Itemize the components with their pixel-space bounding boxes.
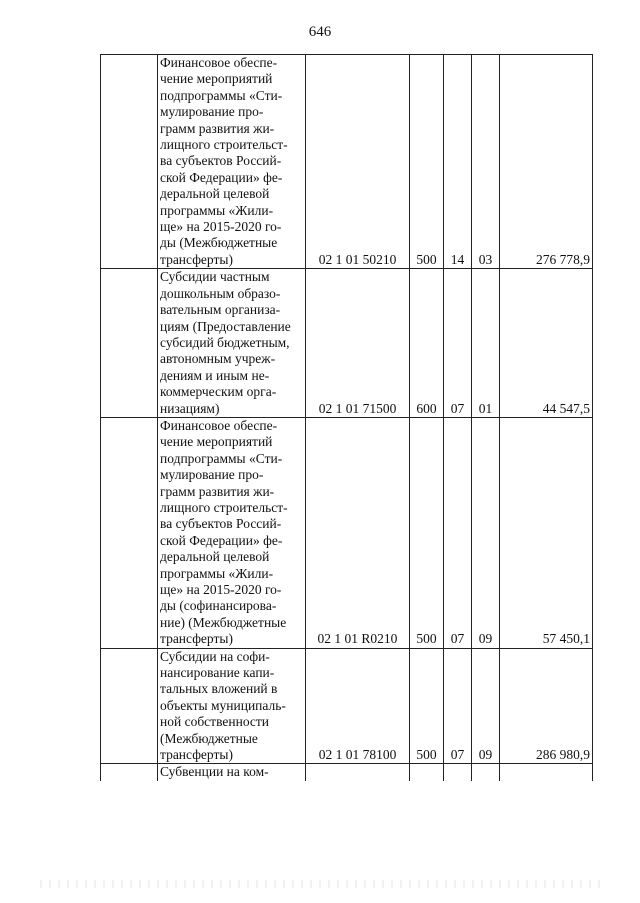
section-cell: 07 (444, 648, 472, 764)
empty-cell (101, 764, 158, 781)
empty-cell (101, 648, 158, 764)
scan-artifact (40, 880, 600, 888)
table-row (101, 417, 593, 648)
row-description: Субсидии частным дошкольным образо- вательным организа- циям (Предоставление субсидий бюджетным, автономным учреж- дениям и иным не- коммерческим орга- низациям) (158, 269, 306, 418)
row-description: Субвенции на ком- (158, 764, 306, 781)
amount-cell: 44 547,5 (500, 269, 593, 418)
empty-cell (101, 417, 158, 648)
target-code-cell: 02 1 01 78100 (306, 648, 410, 764)
subsection-cell: 01 (472, 269, 500, 418)
subsection-cell: 09 (472, 417, 500, 648)
budget-table (100, 54, 593, 781)
amount-cell (500, 764, 593, 781)
expense-type-cell: 500 (410, 55, 444, 269)
section-cell (444, 764, 472, 781)
subsection-cell: 09 (472, 648, 500, 764)
target-code-cell (306, 764, 410, 781)
empty-cell (101, 55, 158, 269)
target-code-cell: 02 1 01 71500 (306, 269, 410, 418)
row-description: Субсидии на софи- нансирование капи- тальных вложений в объекты муниципаль- ной собственности (Межбюджетные трансферты) (158, 648, 306, 764)
empty-cell (101, 269, 158, 418)
amount-cell: 57 450,1 (500, 417, 593, 648)
expense-type-cell: 600 (410, 269, 444, 418)
row-description: Финансовое обеспе- чение мероприятий подпрограммы «Сти- мулирование про- грамм развития жи- лищного строительст- ва субъектов Россий- ской Федерации» фе- деральной целевой программы «Жили- ще» на 2015-2020 го- ды (софинансирова- ние) (Межбюджетные трансферты) (158, 417, 306, 648)
subsection-cell: 03 (472, 55, 500, 269)
expense-type-cell (410, 764, 444, 781)
amount-cell: 286 980,9 (500, 648, 593, 764)
amount-cell: 276 778,9 (500, 55, 593, 269)
target-code-cell: 02 1 01 R0210 (306, 417, 410, 648)
subsection-cell (472, 764, 500, 781)
page-number: 646 (308, 24, 332, 40)
section-cell: 07 (444, 417, 472, 648)
expense-type-cell: 500 (410, 417, 444, 648)
table-row (101, 648, 593, 764)
section-cell: 14 (444, 55, 472, 269)
row-description: Финансовое обеспе- чение мероприятий подпрограммы «Сти- мулирование про- грамм развития жи- лищного строительст- ва субъектов Россий- ской Федерации» фе- деральной целевой программы «Жили- ще» на 2015-2020 го- ды (Межбюджетные трансферты) (158, 55, 306, 269)
table-row (101, 269, 593, 418)
table-row (101, 55, 593, 269)
table-row (101, 764, 593, 781)
section-cell: 07 (444, 269, 472, 418)
expense-type-cell: 500 (410, 648, 444, 764)
target-code-cell: 02 1 01 50210 (306, 55, 410, 269)
